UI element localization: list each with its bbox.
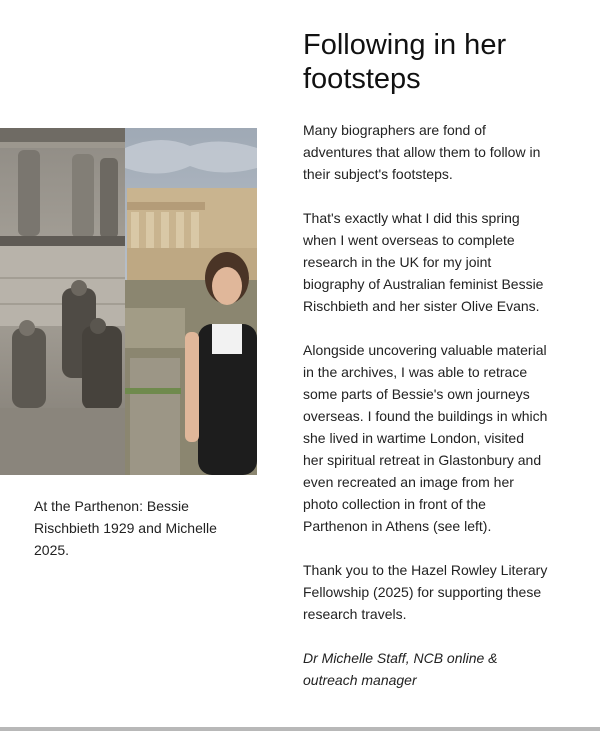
author-signature: Dr Michelle Staff, NCB online & outreach manager [303, 650, 498, 688]
article-paragraph: Thank you to the Hazel Rowley Literary Fellowship (2025) for supporting these research travels. [303, 562, 548, 622]
photo-caption: At the Parthenon: Bessie Rischbieth 1929 and Michelle 2025. [34, 498, 217, 558]
modern-photo-2025 [125, 128, 257, 475]
historical-photo-1929 [0, 128, 125, 475]
page-bottom-divider [0, 727, 600, 731]
article-paragraph: Alongside uncovering valuable material in the archives, I was able to retrace some parts of Bessie's own journeys overseas. I found the buildings in which she lived in wartime London, visited her spiritual retreat in Glastonbury and even recreated an image from her photo collection in front of the Parthenon in Athens (see left). [303, 342, 548, 534]
article-body [303, 119, 548, 713]
article-paragraph: Many biographers are fond of adventures that allow them to follow in their subject's footsteps. [303, 122, 541, 182]
article-paragraph: That's exactly what I did this spring when I went overseas to complete research in the UK for my joint biography of Australian feminist Bessie Rischbieth and her sister Olive Evans. [303, 210, 544, 314]
parthenon-composite-photo [0, 128, 257, 475]
article-title: Following in her footsteps [303, 29, 507, 95]
